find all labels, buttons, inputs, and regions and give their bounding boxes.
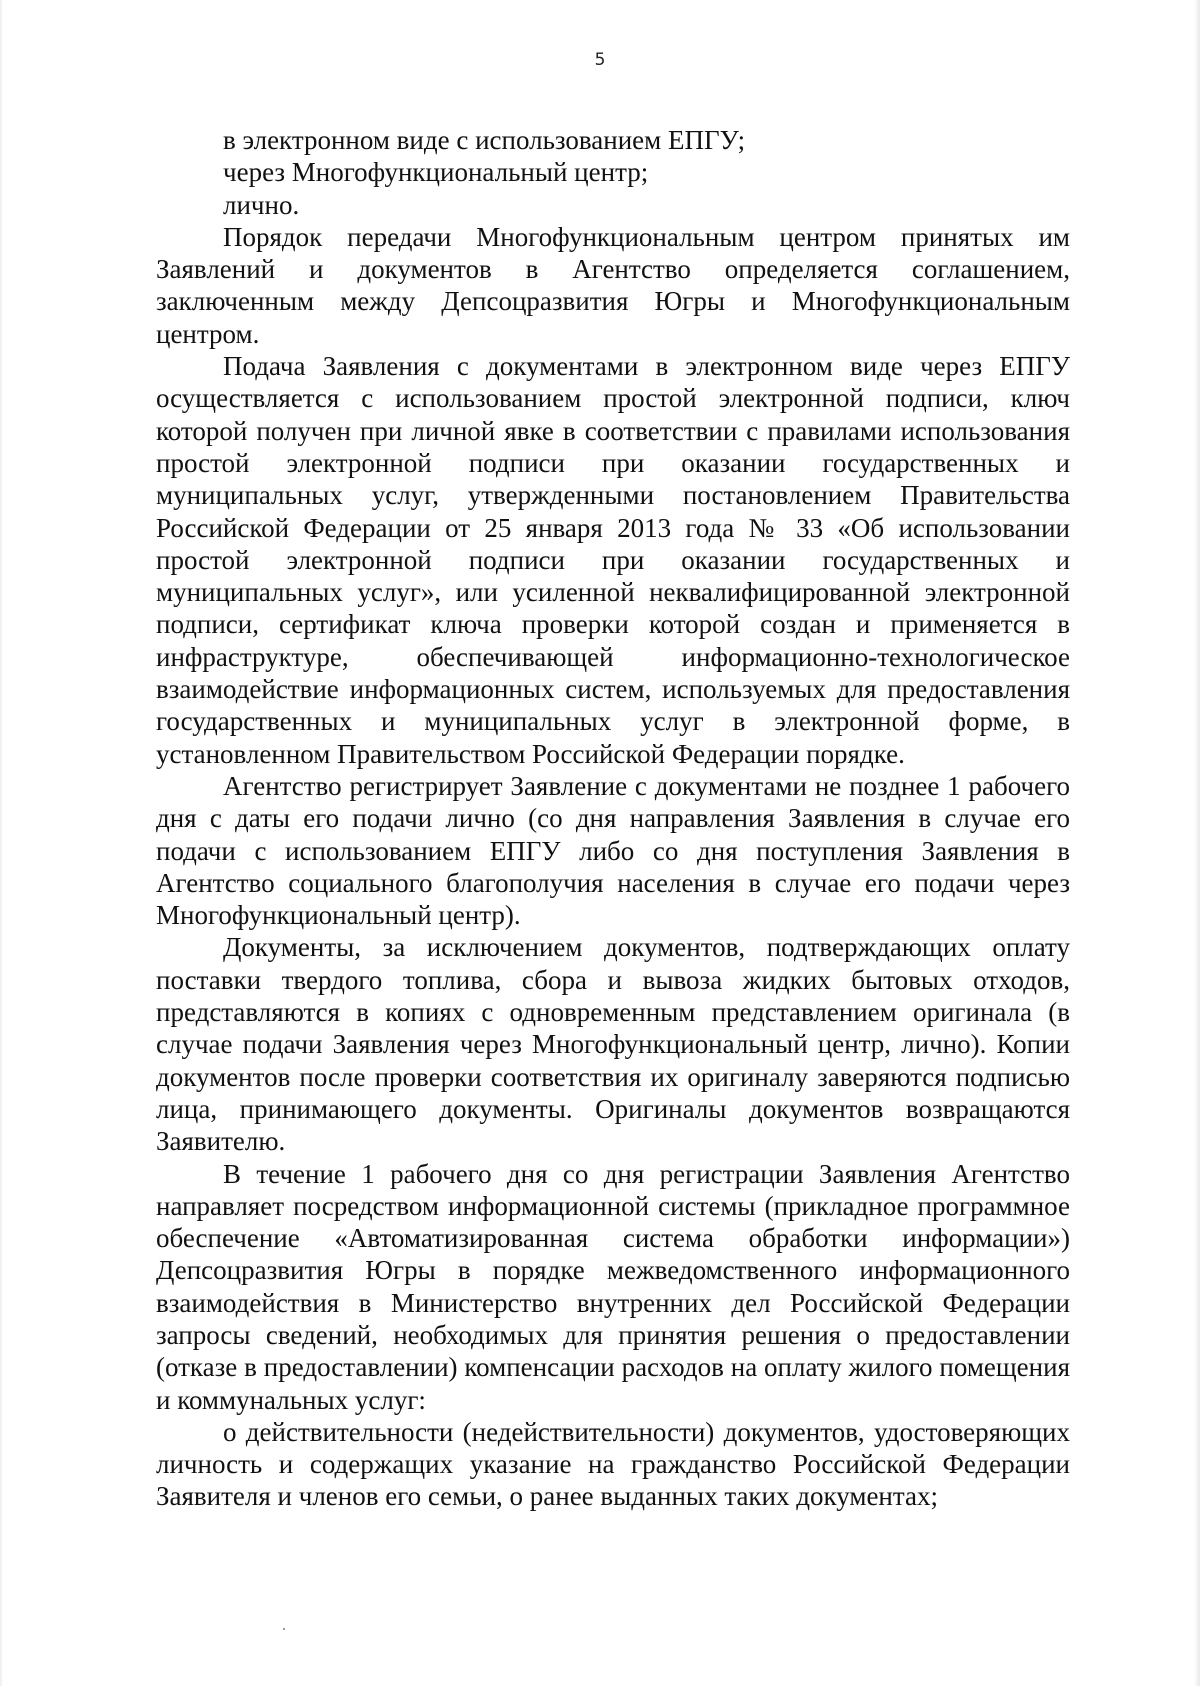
paragraph-registration: Агентство регистрирует Заявление с документами не позднее 1 рабочего дня с даты его подачи лично (со дня направления Заявления в случае его подачи с использованием ЕПГУ либо со дня поступления Заявления в Агентство социального благополучия населения в случае его подачи через Многофункциональный центр).: [156, 770, 1070, 931]
page-number: 5: [594, 50, 606, 70]
list-item-electronic: в электронном виде с использованием ЕПГУ;: [223, 125, 746, 155]
list-item-in-person: лично.: [223, 189, 300, 220]
list-item-mfc: через Многофункциональный центр;: [223, 157, 649, 188]
document-body: [156, 124, 1070, 1513]
paragraph-transfer-procedure: Порядок передачи Многофункциональным центром принятых им Заявлений и документов в Агентство определяется соглашением, заключенным между Депсоцразвития Югры и Многофункциональным центром.: [156, 221, 1070, 349]
scan-edge-right: [1194, 0, 1200, 1686]
paragraph-interagency-request: В течение 1 рабочего дня со дня регистрации Заявления Агентство направляет посредством информационной системы (прикладное программное обеспечение «Автоматизированная система обработки информации») Депсоцразвития Югры в порядке межведомственного информационного взаимодействия в Министерство внутренних дел Российской Федерации запросы сведений, необходимых для принятия решения о предоставлении (отказе в предоставлении) компенсации расходов на оплату жилого помещения и коммунальных услуг:: [156, 1158, 1070, 1415]
scan-edge-left: [0, 0, 3, 1686]
paragraph-electronic-submission: Подача Заявления с документами в электронном виде через ЕПГУ осуществляется с использованием простой электронной подписи, ключ которой получен при личной явке в соответствии с правилами использования простой электронной подписи при оказании государственных и муниципальных услуг, утвержденными постановлением Правительства Российской Федерации от 25 января 2013 года № 33 «Об использовании простой электронной подписи при оказании государственных и муниципальных услуг», или усиленной неквалифицированной электронной подписи, сертификат ключа проверки которой создан и применяется в инфраструктуре, обеспечивающей информационно-технологическое взаимодействие информационных систем, используемых для предоставления государственных и муниципальных услуг в электронной форме, в установленном Правительством Российской Федерации порядке.: [156, 351, 1070, 769]
paragraph-identity-documents: о действительности (недействительности) документов, удостоверяющих личность и содержащих указание на гражданство Российской Федерации Заявителя и членов его семьи, о ранее выданных таких документах;: [156, 1416, 1070, 1512]
paragraph-document-copies: Документы, за исключением документов, подтверждающих оплату поставки твердого топлива, сбора и вывоза жидких бытовых отходов, представляются в копиях с одновременным представлением оригинала (в случае подачи Заявления через Многофункциональный центр, лично). Копии документов после проверки соответствия их оригиналу заверяются подписью лица, принимающего документы. Оригиналы документов возвращаются Заявителю.: [156, 932, 1070, 1157]
scan-speck: [283, 1628, 285, 1630]
